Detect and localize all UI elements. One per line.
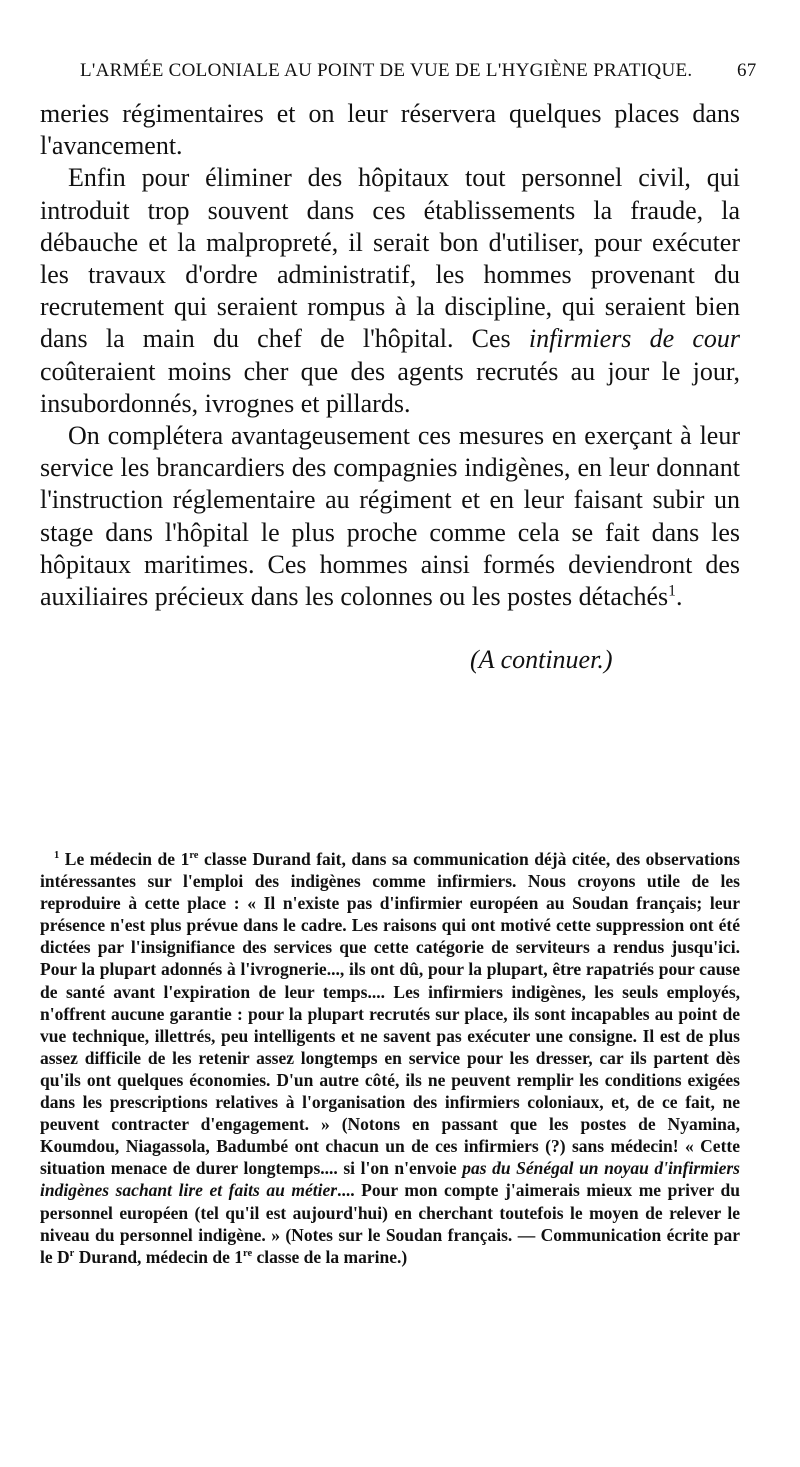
footnote-paragraph [40,848,740,1268]
paragraph-text: Enfin pour éliminer des hôpitaux tout personnel civil, qui introduit trop souvent dans ces établissements la fraude, la débauche et la malpropreté, il serait bon d'utiliser, pour exécuter les travaux d'ordre administratif, les hommes provenant du recrutement qui seraient rompus à la discipline, qui seraient bien dans la main du chef de l'hôpital. Ces [40,163,740,354]
footnote-text: Durand, médecin de 1 [74,1246,244,1267]
paragraph-hospital-staff [40,162,740,420]
title-superscript: r [69,1247,75,1259]
paragraph-continued: meries régimentaires et on leur réservera quelques places dans l'avancement. [40,99,740,161]
footnote-text: classe Durand fait, dans sa communication déjà citée, des observations intéressantes sur l'emploi des indigènes comme infirmiers. Nous croyons utile de les reproduire à cette place : « Il n'existe pas d'infirmier européen au Soudan français; leur présence n'est plus prévue dans le cadre. Les raisons qui ont motivé cette suppression ont été dictées par l'insignifiance des services que cette catégorie de serviteurs a rendus jusqu'ici. Pour la plupart adonnés à l'ivrognerie..., ils ont dû, pour la plupart, être rapatriés pour cause de santé avant l'expiration de leur temps.... Les infirmiers indigènes, les seuls employés, n'offrent aucune garantie : pour la plupart recrutés sur place, ils sont incapables au point de vue technique, illettrés, peu intelligents et ne savent pas exécuter une consigne. Il est de plus assez difficile de les retenir assez longtemps en service pour les dresser, car ils partent dès qu'ils ont quelques économies. D'un autre côté, ils ne peuvent remplir les conditions exigées dans les prescriptions relatives à l'organisation des infirmiers coloniaux, et, de ce fait, ne peuvent contracter d'engagement. » (Notons en passant que les postes de Nyamina, Koumdou, Niagassola, Badumbé ont chacun un de ces infirmiers (?) sans médecin! « Cette situation menace de durer longtemps.... si l'on n'envoie [40,849,740,1179]
ordinal-superscript: re [189,850,199,862]
italic-term: infirmiers de cour [528,324,741,354]
continuation-note: (A continuer.) [470,645,613,674]
ordinal-superscript: re [243,1247,253,1259]
footnote [40,848,740,1268]
main-text [40,98,740,613]
running-title: L'ARMÉE COLONIALE AU POINT DE VUE DE L'HYGIÈNE PRATIQUE. [80,60,693,81]
paragraph-text: On complétera avantageusement ces mesures en exerçant à leur service les brancardiers des compagnies indigènes, en leur donnant l'instruction réglementaire au régiment et en leur faisant subir un stage dans l'hôpital le plus proche comme cela se fait dans les hôpitaux maritimes. Ces hommes ainsi formés deviendront des auxiliaires précieux dans les colonnes ou les postes détachés [40,421,740,612]
footnote-text: .... Pour mon compte j'aimerais mieux me priver du personnel européen (tel qu'il est aujourd'hui) en cherchant toutefois le moyen de relever le niveau du personnel indigène. » (Notes sur le Soudan français. — Communication écrite par le D [40,1180,740,1267]
paragraph-end: . [675,582,683,612]
paragraph-text: coûteraient moins cher que des agents recrutés au jour le jour, insubordonnés, ivrognes et pillards. [40,356,740,418]
footnote-italic: pas du Sénégal un noyau d'infirmiers indigènes sachant lire et faits au métier [40,1158,740,1201]
paragraph-stretcher-bearers [40,420,740,613]
footnote-text: Le médecin de 1 [64,849,190,869]
footnote-text: classe de la marine.) [252,1246,408,1267]
footnote-marker: 1 [54,850,60,862]
page-number: 67 [737,60,757,81]
footnote-reference: 1 [668,582,676,600]
